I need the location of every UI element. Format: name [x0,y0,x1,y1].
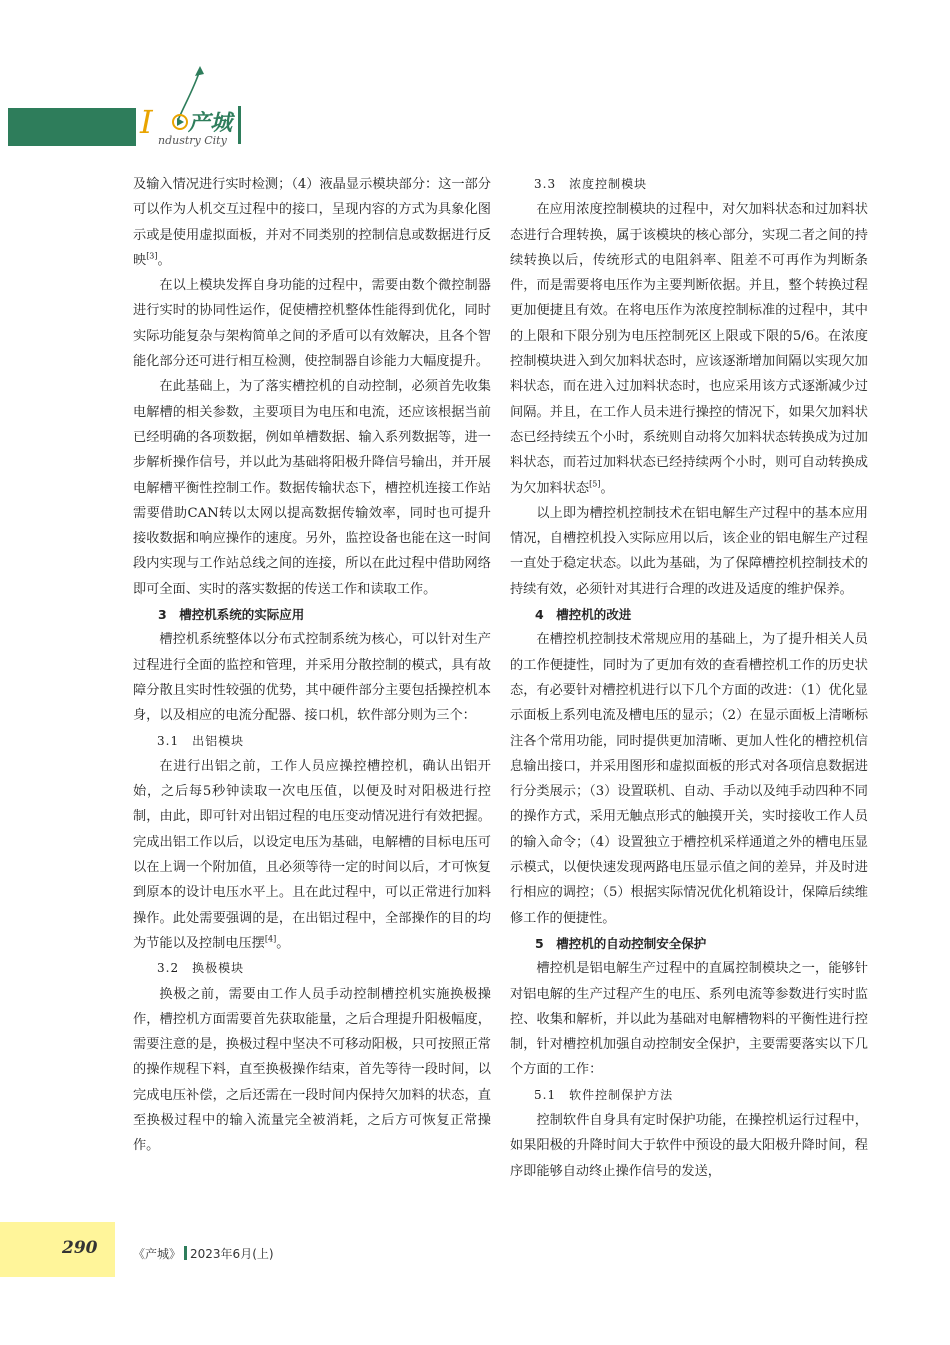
paragraph: 在应用浓度控制模块的过程中，对欠加料状态和过加料状态进行合理转换，属于该模块的核心部分，实现二者之间的持续转换以后，传统形式的电阻斜率、阻差不可再作为判断条件，而是需要将电压作为主要判断依据。并且，整个转换过程更加便捷且有效。在将电压作为浓度控制标准的过程中，其中的上限和下限分别为电压控制死区上限或下限的5/6。在浓度控制模块进入到欠加料状态时，应该逐渐增加间隔以实现欠加料状态，而在进入过加料状态时，也应采用该方式逐渐减少过间隔。并且，在工作人员未进行操控的情况下，如果欠加料状态已经持续五个小时，系统则自动将欠加料状态转换成为过加料状态，而若过加料状态已经持续两个小时，则可自动转换成为欠加料状态[5]。 [510,202,868,496]
subsection-heading-5-1: 5.1 软件控制保护方法 [534,1087,674,1102]
logo-cn: 产城 [188,111,233,136]
footer-divider [184,1246,187,1260]
paragraph: 以上即为槽控机控制技术在铝电解生产过程中的基本应用情况，自槽控机投入实际应用以后，该企业的铝电解生产过程一直处于稳定状态。以此为基础，为了保障槽控机控制技术的持续有效，必须针对其进行合理的改进及适度的维护保养。 [510,505,868,597]
section-heading-4: 4 槽控机的改进 [535,607,632,623]
paragraph: 控制软件自身具有定时保护功能，在操控机运行过程中，如果阳极的升降时间大于软件中预设的最大阳极升降时间，程序即能够自动终止操作信号的发送， [510,1112,868,1179]
paragraph: 在此基础上，为了落实槽控机的自动控制，必须首先收集电解槽的相关参数，主要项目为电压和电流，还应该根据当前已经明确的各项数据，例如单槽数据、输入系列数据等，进一步解析操作信号，并以此为基础将阳极升降信号输出，并开展电解槽平衡性控制工作。数据传输状态下，槽控机连接工作站需要借助CAN转以太网以提高数据传输效率，同时也可提升接收数据和响应操作的速度。另外，监控设备也能在这一时间段内实现与工作站总线之间的连接，所以在此过程中借助网络即可全面、实时的落实数据的传送工作和读取工作。 [133,379,491,597]
section-heading-5: 5 槽控机的自动控制安全保护 [535,935,707,951]
paragraph: 在进行出铝之前，工作人员应操控槽控机，确认出铝开始，之后每5秒钟读取一次电压值，以便及时对阳极进行控制，由此，即可针对出铝过程的电压变动情况进行有效把握。完成出铝工作以后，以设定电压为基础，电解槽的目标电压可以在上调一个附加值，且必须等待一定的时间以后，才可恢复到原本的设计电压水平上。且在此过程中，可以正常进行加料操作。此处需要强调的是，在出铝过程中，全部操作的目的均为节能以及控制电压摆[4]。 [133,758,491,951]
logo-letter: I [140,103,153,141]
footer-date: 2023年6月(上) [190,1247,274,1261]
subsection-heading-3-3: 3.3 浓度控制模块 [534,177,648,191]
header-green-bar [8,108,136,146]
paragraph: 在以上模块发挥自身功能的过程中，需要由数个微控制器进行实时的协同性运作，促使槽控机整体性能得到优化，同时实际功能复杂与架构简单之间的矛盾可以有效解决，且各个智能化部分还可进行相互检测，使控制器自诊能力大幅度提升。 [133,278,491,370]
journal-logo [140,62,260,152]
paragraph: 换极之前，需要由工作人员手动控制槽控机实施换极操作，槽控机方面需要首先获取能量，之后合理提升阳极幅度，需要注意的是，换极过程中坚决不可移动阳极，只可按照正常的操作规程下料，直至换极操作结束，首先等待一段时间，以完成电压补偿，之后还需在一段时间内保持欠加料的状态，直至换极过程中的输入流量完全被消耗，之后方可恢复正常操作。 [133,986,491,1154]
paragraph: 及输入情况进行实时检测；（4）液晶显示模块部分：这一部分可以作为人机交互过程中的接口，呈现内容的方式为具象化图示或是使用虚拟面板，并对不同类别的控制信息或数据进行反映[3]。 [133,177,491,268]
logo-divider [238,106,241,144]
page-number: 290 [62,1238,98,1258]
subsection-heading-3-2: 3.2 换极模块 [157,961,245,976]
left-column [133,172,491,1159]
paragraph: 槽控机系统整体以分布式控制系统为核心，可以针对生产过程进行全面的监控和管理，并采用分散控制的模式，具有故障分散且实时性较强的优势，其中硬件部分主要包括操控机本身，以及相应的电流分配器、接口机，软件部分则为三个： [133,632,491,724]
right-column [510,172,868,1184]
footer-journal: 《产城》 [133,1247,182,1261]
paragraph: 槽控机是铝电解生产过程中的直属控制模块之一，能够针对铝电解的生产过程产生的电压、系列电流等参数进行实时监控、收集和解析，并以此为基础对电解槽物料的平衡性进行控制，针对槽控机加强自动控制安全保护，主要需要落实以下几个方面的工作： [510,961,868,1078]
subsection-heading-3-1: 3.1 出铝模块 [157,733,245,748]
section-heading-3: 3 槽控机系统的实际应用 [158,607,305,623]
logo-en: ndustry City [158,134,227,147]
footer [133,1245,274,1262]
paragraph: 在槽控机控制技术常规应用的基础上，为了提升相关人员的工作便捷性，同时为了更加有效的查看槽控机工作的历史状态，有必要针对槽控机进行以下几个方面的改进：（1）优化显示面板上系列电流及槽电压的显示；（2）在显示面板上清晰标注各个常用功能，同时提供更加清晰、更加人性化的槽控机信息输出接口，并采用图形和虚拟面板的形式对各项信息数据进行分类展示；（3）设置联机、自动、手动以及纯手动四种不同的操作方式，采用无触点形式的触摸开关，实时接收工作人员的输入命令；（4）设置独立于槽控机采样通道之外的槽电压显示模式，以便快速发现两路电压显示值之间的差异，并及时进行相应的调控；（5）根据实际情况优化机箱设计，保障后续维修工作的便捷性。 [510,632,868,926]
logo-circle-icon [170,112,190,132]
